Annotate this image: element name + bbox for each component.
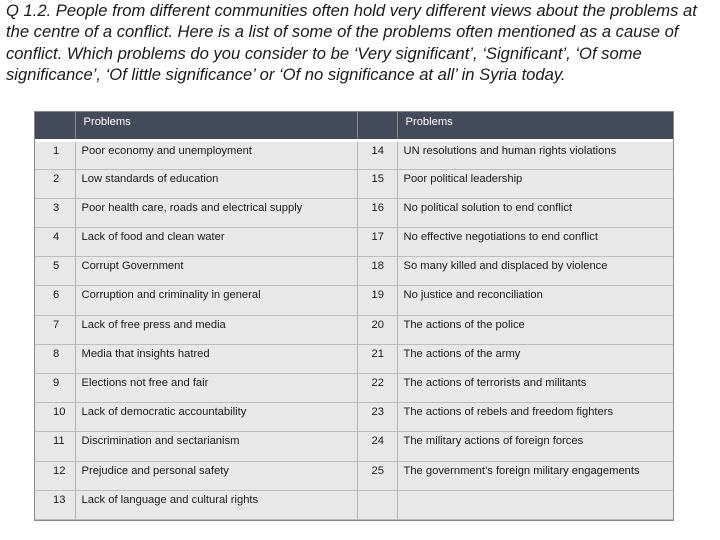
problem-text: The military actions of foreign forces — [397, 432, 673, 461]
row-number: 20 — [357, 315, 397, 344]
table-row — [35, 198, 673, 227]
problem-text: Low standards of education — [75, 169, 357, 198]
row-number: 10 — [35, 403, 75, 432]
problem-text: Lack of language and cultural rights — [75, 490, 357, 519]
question-text: Q 1.2. People from different communities often hold very different views about the problems at the centre of a conflict. Here is a list of some of the problems often mentioned as a cause of conflict. Which problems do you consider to be ‘Very significant’, ‘Significant’, ‘Of some significance’, ‘Of little significance’ or ‘Of no significance at all’ in Syria today. — [6, 1, 697, 85]
header-problems-2: Problems — [397, 112, 673, 140]
row-number: 8 — [35, 344, 75, 373]
row-number — [357, 490, 397, 519]
table-row — [35, 403, 673, 432]
problem-text: The actions of terrorists and militants — [397, 374, 673, 403]
row-number: 14 — [357, 140, 397, 169]
problem-text: Lack of free press and media — [75, 315, 357, 344]
problem-text: Poor economy and unemployment — [75, 140, 357, 169]
row-number: 11 — [35, 432, 75, 461]
table-row — [35, 257, 673, 286]
problem-text: Corrupt Government — [75, 257, 357, 286]
header-problems-1: Problems — [75, 112, 357, 140]
row-number: 3 — [35, 198, 75, 227]
problem-text: UN resolutions and human rights violations — [397, 140, 673, 169]
row-number: 25 — [357, 461, 397, 490]
problem-text: Poor health care, roads and electrical supply — [75, 198, 357, 227]
row-number: 19 — [357, 286, 397, 315]
row-number: 17 — [357, 228, 397, 257]
problem-text: Media that insights hatred — [75, 344, 357, 373]
problem-text: The actions of the police — [397, 315, 673, 344]
table-row — [35, 315, 673, 344]
table-row — [35, 490, 673, 519]
row-number: 23 — [357, 403, 397, 432]
row-number: 22 — [357, 374, 397, 403]
row-number: 15 — [357, 169, 397, 198]
row-number: 4 — [35, 228, 75, 257]
problem-text: The actions of rebels and freedom fighters — [397, 403, 673, 432]
row-number: 2 — [35, 169, 75, 198]
problems-table — [34, 111, 674, 521]
table-body — [35, 140, 673, 519]
row-number: 16 — [357, 198, 397, 227]
header-number-2 — [357, 112, 397, 140]
problem-text: Elections not free and fair — [75, 374, 357, 403]
problem-text — [397, 490, 673, 519]
table-row — [35, 432, 673, 461]
table-row — [35, 374, 673, 403]
problem-text: No effective negotiations to end conflict — [397, 228, 673, 257]
problem-text: Prejudice and personal safety — [75, 461, 357, 490]
problem-text: Lack of democratic accountability — [75, 403, 357, 432]
problem-text: Corruption and criminality in general — [75, 286, 357, 315]
table-row — [35, 461, 673, 490]
table-header-row — [35, 112, 673, 140]
table-row — [35, 140, 673, 169]
row-number: 7 — [35, 315, 75, 344]
problem-text: No political solution to end conflict — [397, 198, 673, 227]
row-number: 24 — [357, 432, 397, 461]
table-row — [35, 286, 673, 315]
problem-text: Poor political leadership — [397, 169, 673, 198]
problem-text: Discrimination and sectarianism — [75, 432, 357, 461]
problem-text: The actions of the army — [397, 344, 673, 373]
problem-text: The government’s foreign military engagements — [397, 461, 673, 490]
header-number-1 — [35, 112, 75, 140]
problem-text: Lack of food and clean water — [75, 228, 357, 257]
table-row — [35, 344, 673, 373]
row-number: 18 — [357, 257, 397, 286]
table-row — [35, 169, 673, 198]
problem-text: So many killed and displaced by violence — [397, 257, 673, 286]
row-number: 5 — [35, 257, 75, 286]
row-number: 1 — [35, 140, 75, 169]
row-number: 13 — [35, 490, 75, 519]
row-number: 6 — [35, 286, 75, 315]
problem-text: No justice and reconciliation — [397, 286, 673, 315]
row-number: 9 — [35, 374, 75, 403]
table-row — [35, 228, 673, 257]
row-number: 21 — [357, 344, 397, 373]
row-number: 12 — [35, 461, 75, 490]
